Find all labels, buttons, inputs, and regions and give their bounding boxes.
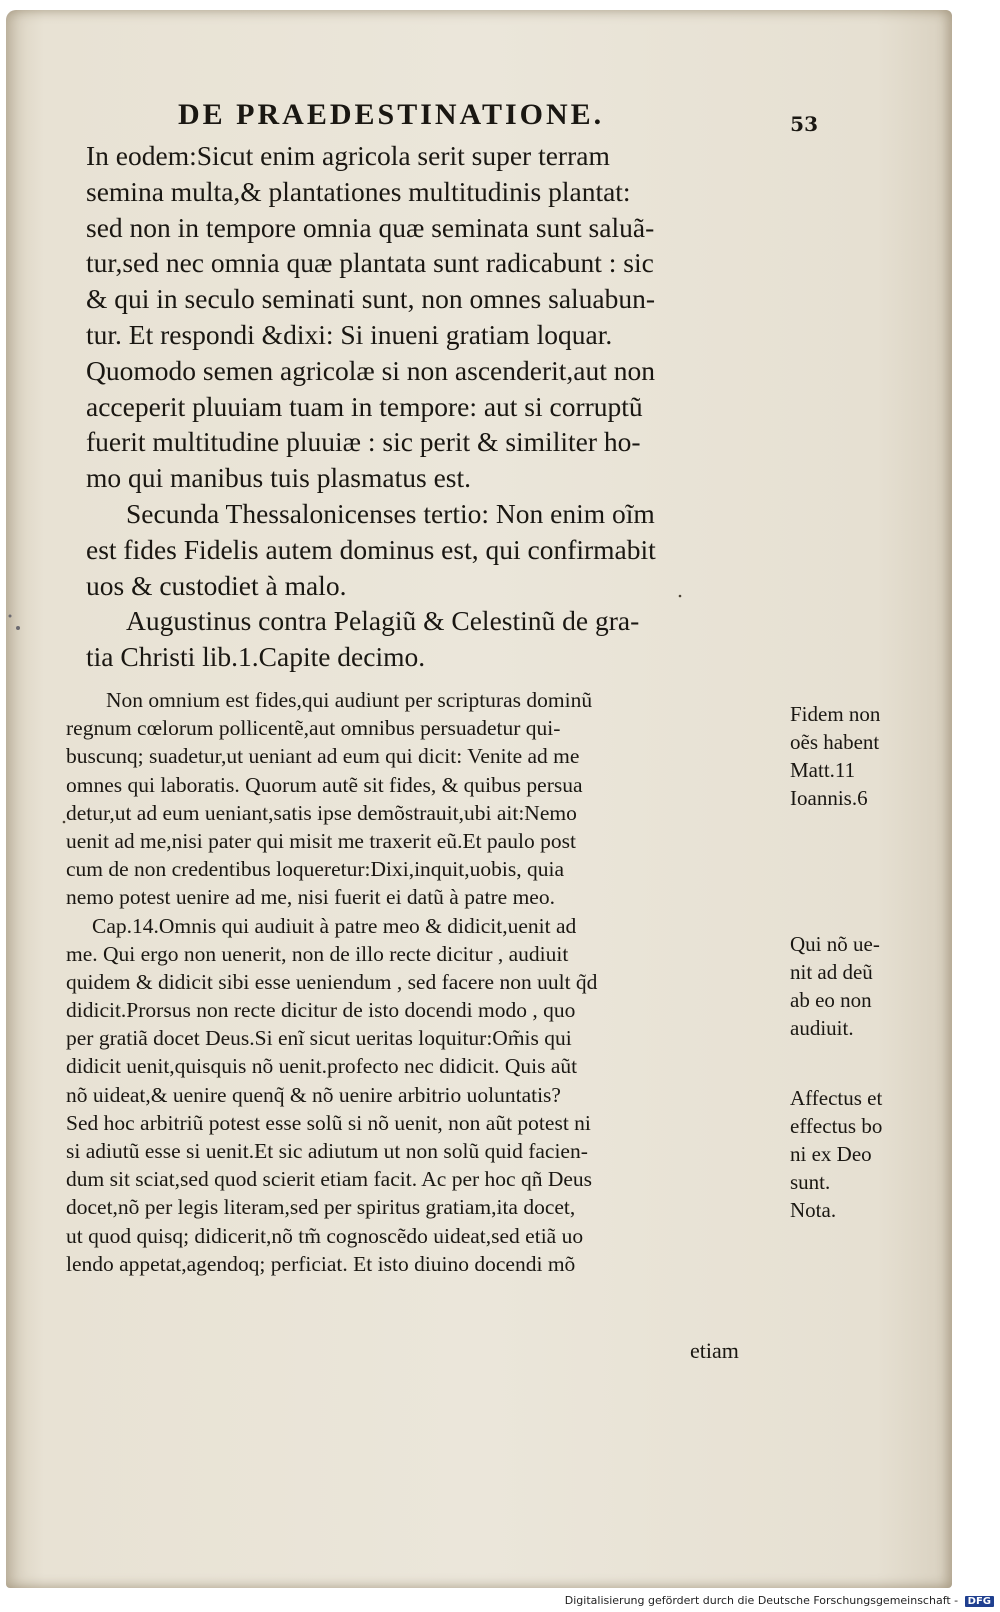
text-line: mo qui manibus tuis plasmatus est. [86, 462, 471, 494]
running-title: DE PRAEDESTINATIONE. [178, 98, 605, 131]
text-line: Secunda Thessalonicenses tertio: Non enim oĩm [126, 497, 655, 529]
text-line: Quomodo semen agricolæ si non ascenderit,aut non [86, 354, 655, 386]
footer-credit: Digitalisierung gefördert durch die Deutsche Forschungsgemeinschaft - [564, 1594, 959, 1607]
text-line: uenit ad me,nisi pater qui misit me traxerit eũ.Et paulo post [66, 828, 576, 853]
margin-note-line: nit ad deũ [790, 960, 873, 984]
text-line: sed non in tempore omnia quæ seminata sunt saluã- [86, 211, 655, 243]
margin-note-line: Fidem non [790, 702, 881, 726]
text-line: fuerit multitudine pluuiæ : sic perit & similiter ho- [86, 426, 641, 458]
text-line: si adiutũ esse si uenit.Et sic adiutum ut non solũ quid facien- [66, 1139, 588, 1163]
text-line: ut quod quisq; didicerit,nõ tm̃ cognoscẽdo uideat,sed etiã uo [66, 1223, 584, 1248]
text-line: nemo potest uenire ad me, nisi fuerit ei datũ à patre meo. [66, 885, 555, 910]
text-line: quidem & didicit sibi esse ueniendum , sed facere non uult q̃d [66, 969, 598, 994]
margin-note-line: Nota. [790, 1198, 837, 1222]
margin-note-line: oẽs habent [790, 730, 880, 754]
margin-note-coming [790, 930, 880, 1042]
margin-note-line: ab eo non [790, 988, 872, 1012]
text-line: Sed hoc arbitriũ potest esse solũ si nõ uenit, non aũt potest ni [66, 1110, 591, 1135]
text-line: regnum cœlorum pollicentẽ,aut omnibus persuadetur qui- [66, 716, 561, 741]
page-number: 53 [790, 112, 818, 136]
text-line: per gratiã docet Deus.Si enĩ sicut ueritas loquitur:Om̃is qui [66, 1026, 572, 1051]
text-line: me. Qui ergo non uenerit, non de illo recte dicitur , audiuit [66, 941, 569, 966]
text-line: cum de non credentibus loqueretur:Dixi,inquit,uobis, quia [66, 857, 564, 882]
text-block-large [86, 138, 826, 675]
text-line: detur,ut ad eum ueniant,satis ipse demõstrauit,ubi ait:Nemo [66, 800, 577, 825]
text-block-small [66, 686, 786, 1278]
margin-note-line: sunt. [790, 1170, 831, 1194]
text-line: buscunq; suadetur,ut ueniant ad eum qui dicit: Venite ad me [66, 744, 580, 769]
text-line: didicit uenit,quisquis nõ uenit.profecto nec didicit. Quis aũt [66, 1054, 578, 1079]
text-line: Cap.14.Omnis qui audiuit à patre meo & didicit,uenit ad [92, 913, 577, 938]
text-line: & qui in seculo seminati sunt, non omnes saluabun- [86, 283, 656, 315]
catchword: etiam [690, 1338, 739, 1363]
text-line: Augustinus contra Pelagiũ & Celestinũ de gra- [126, 605, 640, 637]
text-line: tur,sed nec omnia quæ plantata sunt radicabunt : sic [86, 247, 654, 279]
margin-note-faith [790, 700, 880, 812]
text-line: lendo appetat,agendoq; perficiat. Et isto diuino docendi mõ [66, 1251, 576, 1276]
margin-note-line: Qui nõ ue- [790, 932, 880, 956]
text-line: tur. Et respondi &dixi: Si inueni gratiam loquar. [86, 318, 613, 350]
text-line: uos & custodiet à malo. [86, 569, 347, 601]
text-line: docet,nõ per legis literam,sed per spiritus gratiam,ita docet, [66, 1195, 576, 1220]
margin-note-line: effectus bo [790, 1114, 883, 1138]
digitization-footer [565, 1594, 994, 1607]
dfg-logo-icon: DFG [965, 1596, 994, 1607]
margin-note-line: Ioannis.6 [790, 786, 868, 810]
text-line: nõ uideat,& uenire quenq̃ & nõ uenire arbitrio uoluntatis? [66, 1082, 561, 1107]
margin-note-line: ni ex Deo [790, 1142, 872, 1166]
margin-note-line: Affectus et [790, 1086, 883, 1110]
margin-note-affectus [790, 1084, 882, 1224]
text-line: tia Christi lib.1.Capite decimo. [86, 641, 426, 673]
text-line: semina multa,& plantationes multitudinis plantat: [86, 175, 631, 207]
margin-note-line: Matt.11 [790, 758, 856, 782]
margin-note-line: audiuit. [790, 1016, 854, 1040]
text-line: Non omnium est fides,qui audiunt per scripturas dominũ [106, 688, 593, 712]
text-line: dum sit sciat,sed quod scierit etiam facit. Ac per hoc qñ Deus [66, 1167, 593, 1192]
text-line: acceperit pluuiam tuam in tempore: aut si corruptũ [86, 390, 643, 422]
text-line: est fides Fidelis autem dominus est, qui confirmabit [86, 533, 656, 565]
book-page [6, 10, 952, 1588]
page-content [6, 10, 952, 1588]
text-line: In eodem:Sicut enim agricola serit super terram [86, 140, 610, 171]
text-line: didicit.Prorsus non recte dicitur de isto docendi modo , quo [66, 998, 576, 1023]
text-line: omnes qui laboratis. Quorum autẽ sit fides, & quibus persua [66, 772, 583, 797]
